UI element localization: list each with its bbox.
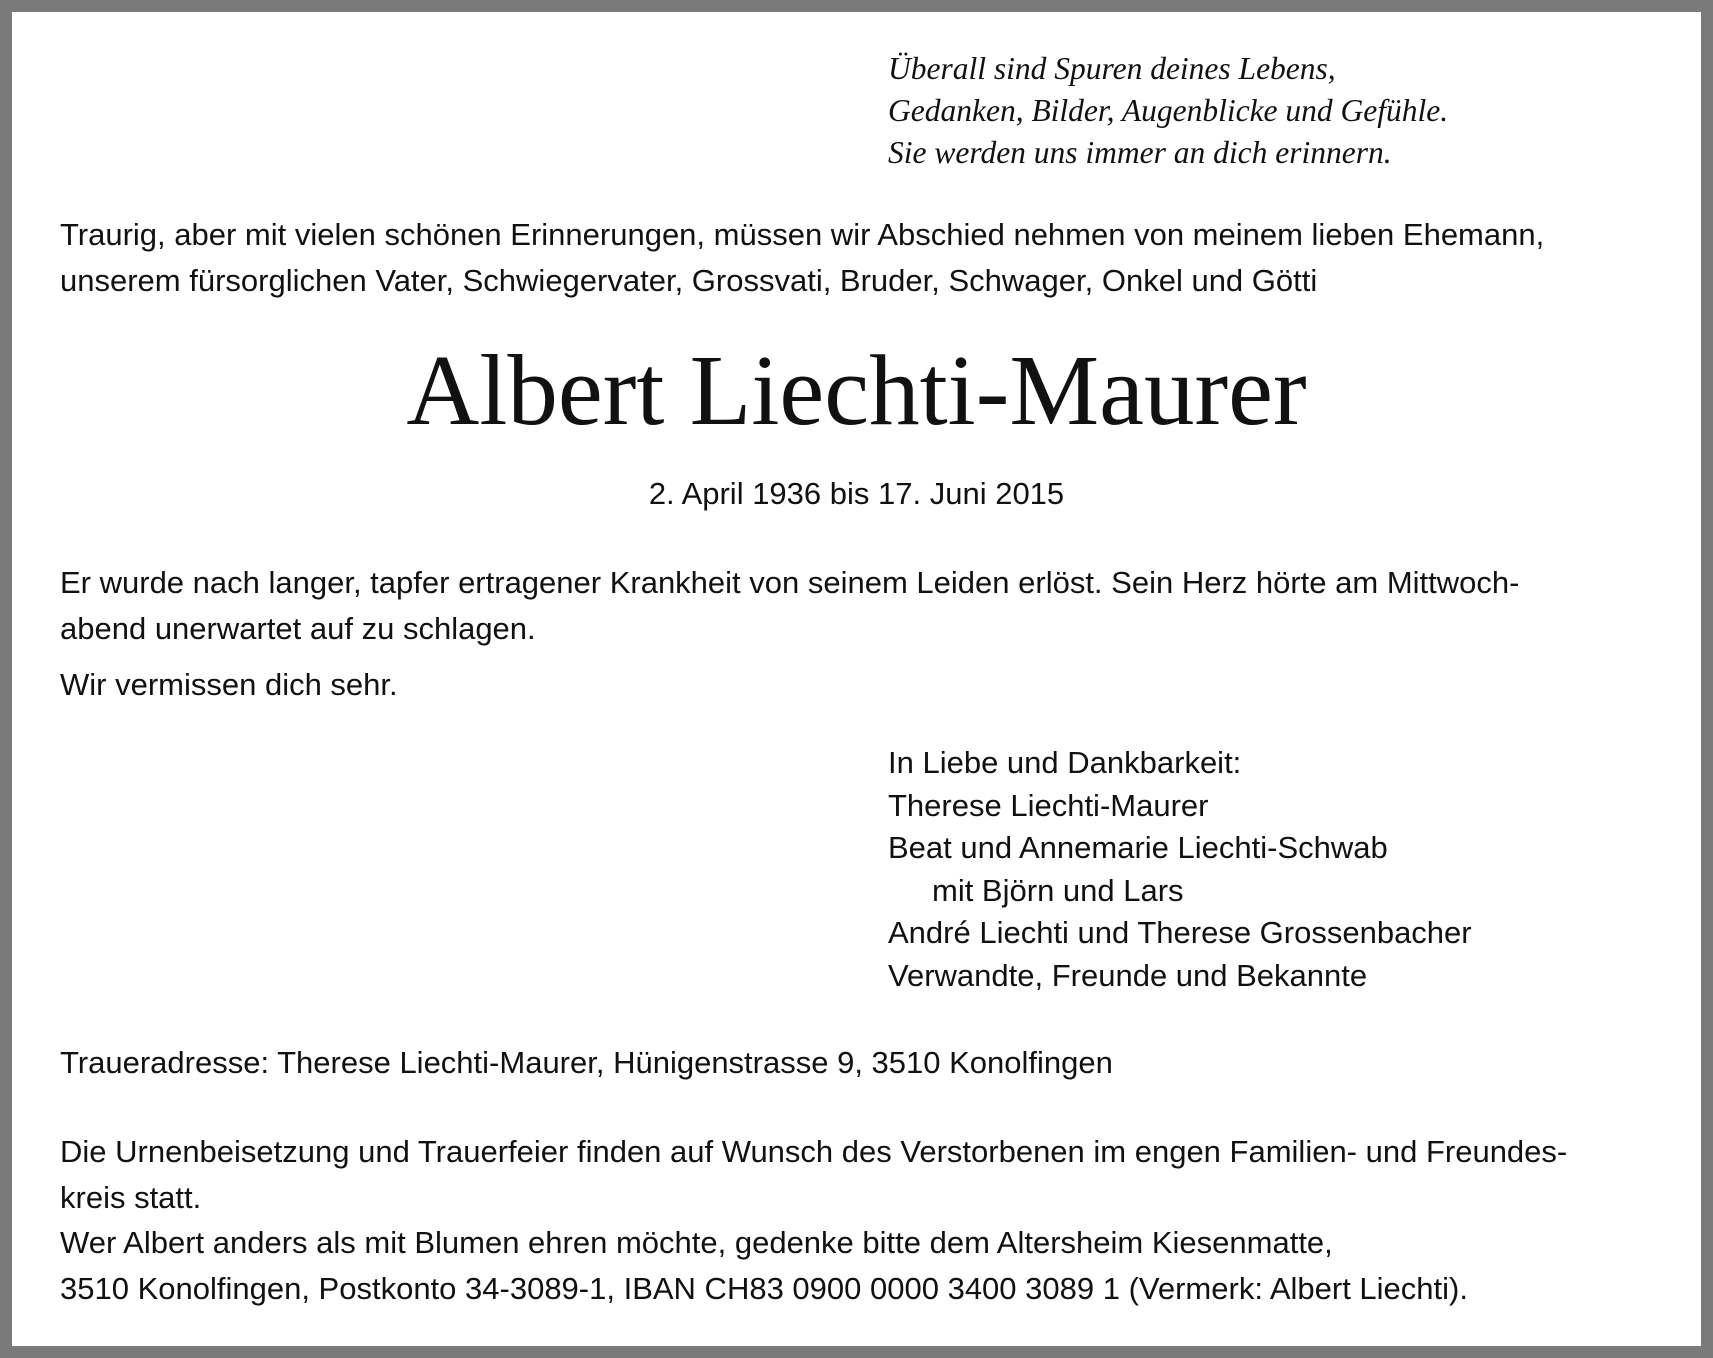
signers-block: [888, 742, 1472, 997]
mourning-address: Traueradresse: Therese Liechti-Maurer, Hünigenstrasse 9, 3510 Konolfingen: [60, 1045, 1113, 1080]
poem-line: Sie werden uns immer an dich erinnern.: [888, 135, 1392, 170]
deceased-name: Albert Liechti-Maurer: [406, 334, 1307, 446]
obituary-page: [12, 12, 1701, 1346]
life-dates: 2. April 1936 bis 17. Juni 2015: [648, 476, 1065, 511]
death-notice-line: abend unerwartet auf zu schlagen.: [60, 611, 536, 646]
signers-heading: In Liebe und Dankbarkeit:: [888, 745, 1242, 780]
donation-paragraph: [60, 1220, 1652, 1312]
signer-name: Therese Liechti-Maurer: [888, 787, 1209, 823]
poem-line: Überall sind Spuren deines Lebens,: [888, 51, 1336, 86]
poem-line: Gedanken, Bilder, Augenblicke und Gefühle.: [888, 93, 1449, 128]
signer-name: Beat und Annemarie Liechti-Schwab: [888, 830, 1388, 865]
ceremony-line: Die Urnenbeisetzung und Trauerfeier finden auf Wunsch des Verstorbenen im engen Familien- und Freundes-: [60, 1134, 1568, 1169]
signer-name: André Liechti und Therese Grossenbacher: [888, 915, 1472, 950]
donation-line: Wer Albert anders als mit Blumen ehren möchte, gedenke bitte dem Altersheim Kiesenmatte,: [60, 1225, 1333, 1260]
donation-line: 3510 Konolfingen, Postkonto 34-3089-1, IBAN CH83 0900 0000 3400 3089 1 (Vermerk: Albert Liechti).: [60, 1271, 1468, 1306]
intro-paragraph: [60, 212, 1652, 304]
death-notice-paragraph: [60, 560, 1652, 652]
signer-name: Verwandte, Freunde und Bekannte: [888, 957, 1368, 993]
intro-line: Traurig, aber mit vielen schönen Erinnerungen, müssen wir Abschied nehmen von meinem lieben Ehemann,: [60, 217, 1545, 252]
ceremony-line: kreis statt.: [60, 1180, 202, 1215]
death-notice-line: Er wurde nach langer, tapfer ertragener Krankheit von seinem Leiden erlöst. Sein Herz hörte am Mittwoch-: [60, 565, 1520, 600]
ceremony-paragraph: [60, 1129, 1652, 1221]
intro-line: unserem fürsorglichen Vater, Schwiegervater, Grossvati, Bruder, Schwager, Onkel und Götti: [60, 263, 1318, 298]
signer-name: mit Björn und Lars: [932, 872, 1184, 908]
farewell-line: Wir vermissen dich sehr.: [60, 667, 398, 702]
memorial-poem: [888, 48, 1448, 174]
